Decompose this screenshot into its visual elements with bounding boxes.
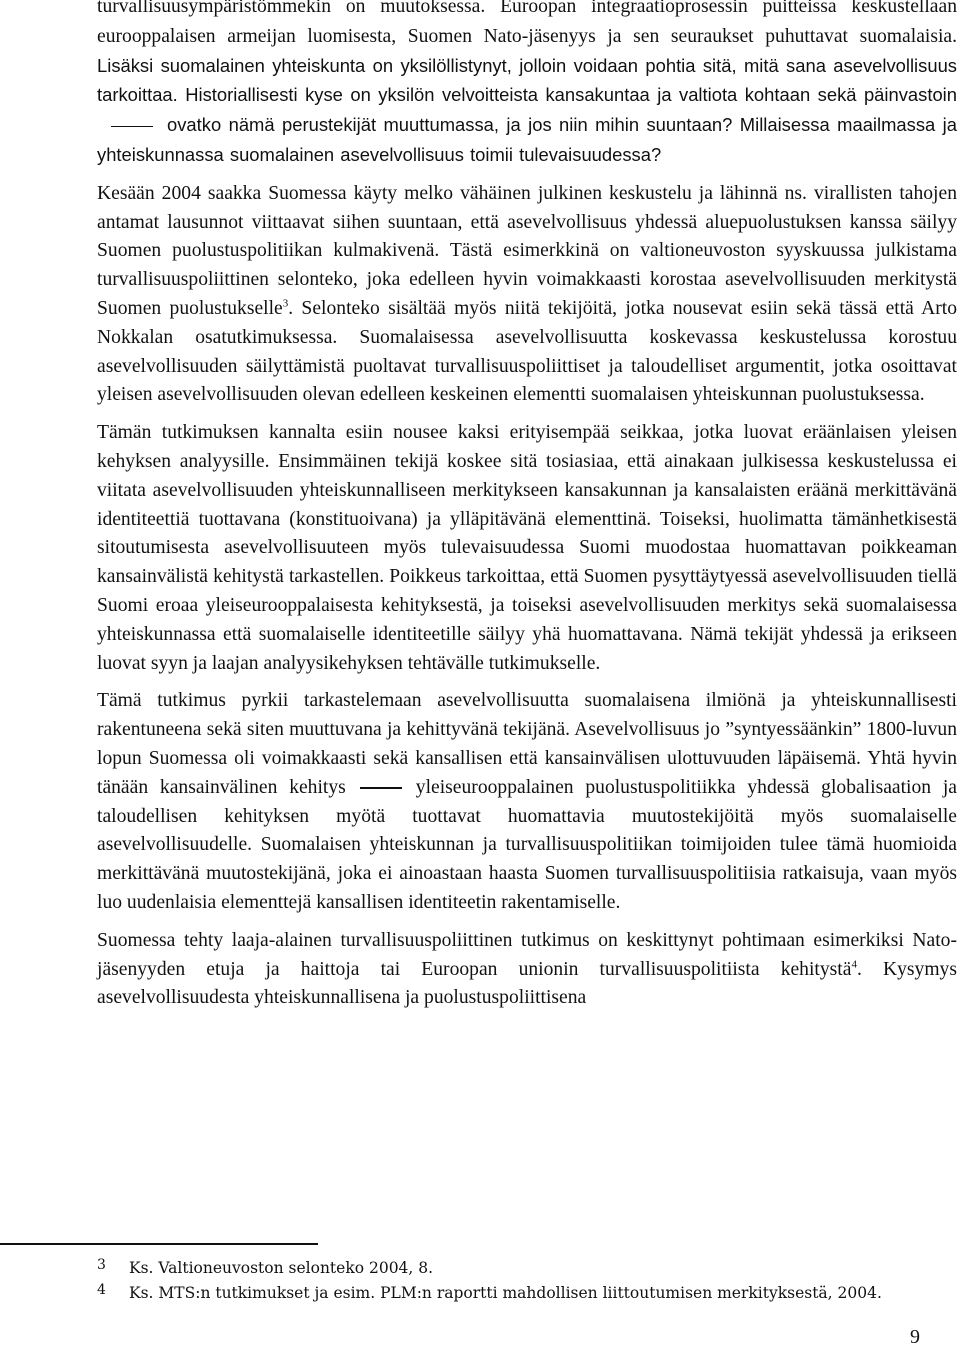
paragraph-3: Tämän tutkimuksen kannalta esiin nousee kaksi erityisempää seikkaa, jotka luovat eräänlaisen yleisen kehyksen analyysille. Ensimmäinen tekijä koskee sitä tosiasiaa, että ainakaan julkisessa keskustelussa ei viitata asevelvollisuuden yhteiskunnalliseen merkitykseen kansakunnan ja kansalaisten eräänä merkittävänä identiteettiä tuottavana (konstituoivana) ja ylläpitävänä elementtinä. Toiseksi, huolimatta tämänhetkisestä sitoutumisesta asevelvollisuuteen myös tulevaisuudessa Suomi muodostaa huomattavan poikkeaman kansainvälistä kehitystä tarkastellen. Poikkeus tarkoittaa, että Suomen pysyttäytyessä asevelvollisuuden tiellä Suomi eroaa yleiseurooppalaisesta kehityksestä, ja toiseksi asevelvollisuuden merkitys sekä suomalaisessa yhteiskunnassa että suomalaiselle identiteetille säilyy yhä huomattavana. Nämä tekijät yhdessä ja erikseen luovat syyn ja laajan analyysikehyksen tehtävälle tutkimukselle. [97,422,957,674]
paragraph-1 [97,0,957,171]
paragraph-1-sans-part-b: ovatko nämä perustekijät muuttumassa, ja jos niin mihin suuntaan? Millaisessa maailmassa ja yhteiskunnassa suomalainen asevelvollisuus toimii tulevaisuudessa? [97,114,957,165]
footnote-ref-4: 4 [851,957,857,970]
page-number: 9 [910,1326,920,1348]
em-dash [111,126,153,128]
paragraph-4-text-a: Tämä tutkimus pyrkii tarkastelemaan asevelvollisuutta suomalaisena ilmiönä ja yhteiskunnallisesti rakentuneena sekä siten muuttuvana ja kehittyvänä tekijänä. Asevelvollisuus jo ”syntyessäänkin” 1800-luvun lopun Suomessa oli voimakkaasti sekä kansallisen että kansainvälisen ulottuvuuden läpäisemä. Yhtä hyvin tänään kansainvälinen kehitys [97,690,957,798]
footnote-number: 3 [97,1257,106,1273]
footnote-3 [97,1256,897,1281]
paragraph-5 [97,927,957,1013]
paragraph-4 [97,687,957,917]
footnote-ref-3: 3 [282,297,289,310]
paragraph-1-sans-part-a: Lisäksi suomalainen yhteiskunta on yksilöllistynyt, jolloin voidaan pohtia sitä, mitä sana asevelvollisuus tarkoittaa. Historiallisesti kyse on yksilön velvoitteista kansakuntaa ja valtiota kohtaan sekä päinvastoin [97,54,957,106]
footnotes [97,1256,897,1305]
footnote-number: 4 [97,1281,106,1298]
footnote-text: Ks. Valtioneuvoston selonteko 2004, 8. [129,1259,434,1277]
paragraph-5-text-b: . Kysymys asevelvollisuudesta yhteiskunnallisena ja puolustuspoliittisena [97,958,957,1009]
paragraph-2-text-a: Kesään 2004 saakka Suomessa käyty melko vähäinen julkinen keskustelu ja lähinnä ns. virallisten tahojen antamat lausunnot viittaavat siihen suuntaan, että asevelvollisuus yhdessä aluepuolustuksen kanssa säilyy Suomen puolustuspolitiikan kulmakivenä. Tästä esimerkkinä on valtioneuvoston syyskuussa julkistama turvallisuuspoliittinen selonteko, joka edelleen hyvin voimakkaasti korostaa asevelvollisuuden merkitystä Suomen puolustukselle [97,182,957,319]
em-dash [360,787,402,789]
footnote-separator [0,1243,318,1245]
paragraph-1-sans-text [97,55,957,165]
paragraph-1-serif-text: turvallisuusympäristömmekin on muutoksessa. Euroopan integraatioprosessin puitteissa keskustellaan eurooppalaisen armeijan luomisesta, Suomen Nato-jäsenyys ja sen seuraukset puhuttavat suomalaisia. [97,0,957,47]
paragraph-5-text-a: Suomessa tehty laaja-alainen turvallisuuspoliittinen tutkimus on keskittynyt pohtimaan esimerkiksi Nato-jäsenyyden etuja ja haittoja tai Euroopan unionin turvallisuuspolitiista kehitystä [97,929,957,980]
paragraph-2-text-b: . Selonteko sisältää myös niitä tekijöitä, jotka nousevat esiin sekä tässä että Arto Nokkalan osatutkimuksessa. Suomalaisessa asevelvollisuutta koskevassa keskustelussa korostuu asevelvollisuuden säilyttämistä puoltavat turvallisuuspoliittiset ja taloudelliset argumentit, jotka osoittavat yleisen asevelvollisuuden olevan edelleen keskeinen elementti suomalaisen yhteiskunnan puolustuksessa. [97,297,957,406]
document-page [97,0,957,1013]
paragraph-4-text-b: yleiseurooppalainen puolustuspolitiikka yhdessä globalisaation ja taloudellisen kehityksen myötä tuottavat huomattavia muutostekijöitä myös suomalaiselle asevelvollisuudelle. Suomalaisen yhteiskunnan ja turvallisuuspolitiikan toimijoiden tulee tämä huomioida merkittävänä muutostekijänä, joka ei ainoastaan haasta Suomen turvallisuuspolitiisia ratkaisuja, vaan myös luo uudenlaisia elementtejä kansallisen identiteetin rakentamiselle. [97,776,957,913]
footnote-text: Ks. MTS:n tutkimukset ja esim. PLM:n raportti mahdollisen liittoutumisen merkityksestä, 2004. [129,1283,882,1302]
paragraph-2 [97,180,957,410]
footnote-4 [97,1281,897,1306]
